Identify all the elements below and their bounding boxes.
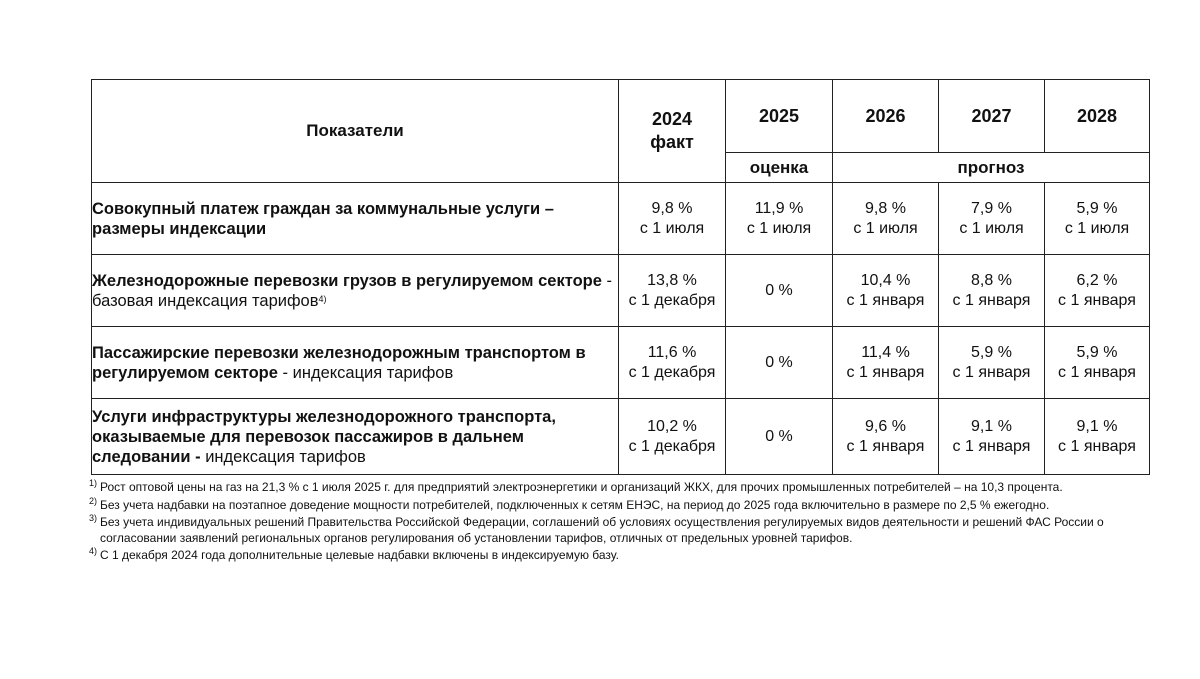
indicator-bold: Железнодорожные перевозки грузов в регулируемом секторе [92, 271, 602, 290]
value-cell [1045, 399, 1150, 475]
value-date: с 1 июля [639, 219, 705, 237]
value-cell [619, 255, 726, 327]
footnote-4 [91, 548, 1149, 564]
header-year-2027: 2027 [939, 80, 1045, 153]
indicator-bold: Совокупный платеж граждан за коммунальные услуги – размеры индексации [92, 199, 554, 238]
value-date: с 1 декабря [628, 291, 716, 309]
value-cell [939, 327, 1045, 399]
value-pct: 0 % [765, 281, 793, 299]
value-cell [833, 327, 939, 399]
value-cell [939, 399, 1045, 475]
footnotes [91, 480, 1149, 564]
tariff-indexation-table [91, 79, 1150, 475]
value-pct: 11,4 % [861, 343, 910, 361]
value-pct: 9,8 % [651, 199, 693, 217]
indicator-cell [92, 255, 619, 327]
value-date: с 1 января [952, 291, 1031, 309]
value-cell [619, 183, 726, 255]
footnote-text: С 1 декабря 2024 года дополнительные целевые надбавки включены в индексируемую базу. [100, 548, 619, 562]
footnote-text: Без учета надбавки на поэтапное доведение мощности потребителей, подключенных к сетям ЕНЭС, на период до 2025 года включительно в размере по 2,5 % ежегодно. [100, 497, 1050, 512]
year-label: 2024 [651, 109, 693, 129]
table-row [92, 183, 1150, 255]
value-cell [833, 255, 939, 327]
indicator-normal: индексация тарифов [200, 447, 366, 466]
value-pct: 0 % [765, 427, 793, 445]
indicator-cell [92, 327, 619, 399]
value-date: с 1 июля [853, 219, 918, 237]
value-date: с 1 июля [959, 219, 1024, 237]
value-pct: 10,2 % [647, 417, 697, 435]
value-pct: 8,8 % [971, 271, 1012, 289]
footnote-3 [91, 515, 1149, 546]
value-cell [726, 255, 833, 327]
value-date: с 1 января [952, 437, 1031, 455]
value-pct: 5,9 % [971, 343, 1012, 361]
value-pct: 9,1 % [1076, 417, 1118, 435]
value-date: с 1 декабря [628, 437, 716, 455]
footnote-1 [91, 480, 1149, 496]
value-pct: 11,6 % [647, 343, 697, 361]
header-year-2026: 2026 [833, 80, 939, 153]
value-cell [939, 255, 1045, 327]
header-year-2025: 2025 [726, 80, 833, 153]
header-indicator: Показатели [92, 80, 619, 183]
value-date: с 1 июля [746, 219, 812, 237]
value-cell [726, 183, 833, 255]
value-date: с 1 января [1058, 363, 1136, 381]
header-row [92, 80, 1150, 153]
footnote-mark: 3) [89, 513, 98, 523]
document-page [91, 79, 1149, 566]
value-cell [939, 183, 1045, 255]
value-cell [619, 399, 726, 475]
table-row [92, 399, 1150, 475]
year-note: факт [650, 132, 694, 152]
footnote-ref: 4) [318, 293, 327, 304]
footnote-text: Без учета индивидуальных решений Правительства Российской Федерации, соглашений об условиях осуществления регулируемых видов деятельности и решений ФАС России о согласовании заявлений региональных органов регулирования об установлении тарифов, отличных от предельных уровней тарифов. [100, 515, 1104, 545]
footnote-mark: 4) [89, 546, 98, 556]
value-date: с 1 января [952, 363, 1031, 381]
footnote-mark: 2) [89, 495, 98, 506]
value-date: с 1 января [846, 291, 925, 309]
header-estimate: оценка [726, 153, 833, 183]
header-year-2028: 2028 [1045, 80, 1150, 153]
indicator-normal: - индексация тарифов [277, 363, 454, 382]
value-pct: 5,9 % [1076, 343, 1118, 361]
footnote-2 [89, 495, 1149, 514]
header-forecast: прогноз [833, 153, 1150, 183]
indicator-cell [92, 399, 619, 475]
value-pct: 6,2 % [1076, 271, 1118, 289]
indicator-bold: Пассажирские перевозки железнодорожным транспортом в регулируемом секторе [92, 343, 586, 382]
value-cell [1045, 327, 1150, 399]
value-pct: 0 % [765, 353, 793, 371]
footnote-text: Рост оптовой цены на газ на 21,3 % с 1 июля 2025 г. для предприятий электроэнергетики и организаций ЖКХ, для прочих промышленных потребителей – на 10,3 процента. [100, 480, 1063, 494]
value-cell [833, 183, 939, 255]
value-pct: 9,1 % [971, 417, 1012, 435]
value-cell [619, 327, 726, 399]
indicator-bold: Услуги инфраструктуры железнодорожного транспорта, оказываемые для перевозок пассажиров в дальнем следовании - [92, 407, 556, 466]
value-pct: 13,8 % [647, 271, 697, 289]
value-date: с 1 января [1058, 437, 1136, 455]
table-row [92, 327, 1150, 399]
value-cell [1045, 255, 1150, 327]
value-pct: 9,6 % [865, 417, 906, 435]
footnote-mark: 1) [89, 478, 98, 488]
value-date: с 1 декабря [628, 363, 716, 381]
value-cell [833, 399, 939, 475]
value-pct: 5,9 % [1076, 199, 1118, 217]
value-cell [726, 399, 833, 475]
header-year-2024 [619, 80, 726, 183]
value-pct: 10,4 % [860, 271, 911, 289]
value-pct: 7,9 % [971, 199, 1012, 217]
value-cell [726, 327, 833, 399]
value-pct: 11,9 % [754, 199, 804, 217]
indicator-cell [92, 183, 619, 255]
value-date: с 1 января [846, 363, 925, 381]
table-row [92, 255, 1150, 327]
value-date: с 1 января [1058, 291, 1136, 309]
value-date: с 1 января [846, 437, 925, 455]
value-pct: 9,8 % [865, 199, 906, 217]
indicator-normal: - базовая индексация тарифов [92, 271, 612, 310]
value-date: с 1 июля [1064, 219, 1130, 237]
value-cell [1045, 183, 1150, 255]
